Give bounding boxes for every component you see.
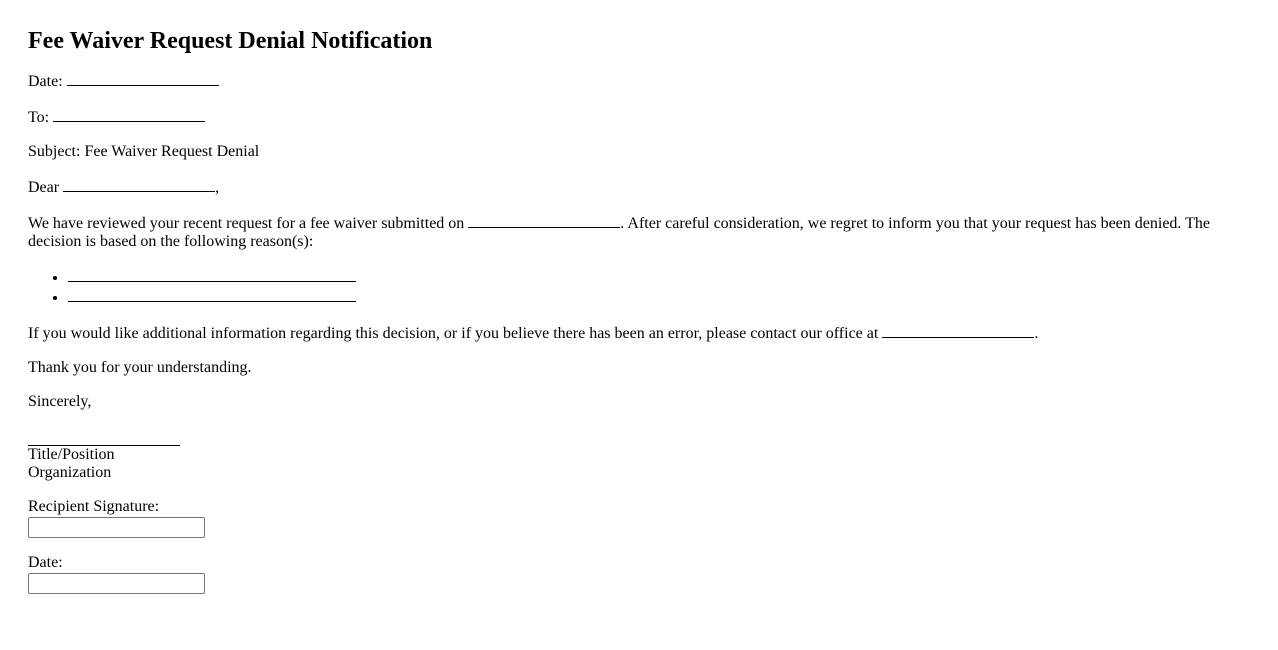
contact-blank bbox=[882, 323, 1034, 338]
body2-end-text: . bbox=[1034, 325, 1039, 342]
closing-line: Sincerely, bbox=[28, 393, 92, 410]
subject-line: Subject: Fee Waiver Request Denial bbox=[28, 143, 260, 160]
signature-line bbox=[28, 427, 180, 446]
body-paragraph-2 bbox=[28, 323, 1250, 343]
reason-blank-1 bbox=[68, 267, 356, 282]
to-blank bbox=[53, 107, 205, 122]
recipient-date-input[interactable] bbox=[28, 573, 205, 594]
thanks-line: Thank you for your understanding. bbox=[28, 359, 252, 376]
recipient-name-blank bbox=[63, 177, 215, 192]
submission-date-blank bbox=[468, 213, 620, 228]
date-line bbox=[28, 71, 1250, 91]
signer-organization: Organization bbox=[28, 464, 112, 481]
recipient-signature-label: Recipient Signature: bbox=[28, 498, 160, 515]
body1-end-text: . After careful consideration, we regret to inform you that your request has been denied. The decision is based on the following reason(s): bbox=[28, 215, 1211, 250]
signer-title: Title/Position bbox=[28, 446, 115, 463]
reasons-list bbox=[28, 267, 1250, 307]
salutation-text: Dear bbox=[28, 179, 60, 196]
salutation-punct: , bbox=[215, 179, 220, 196]
list-item bbox=[68, 287, 1250, 307]
date-label: Date: bbox=[28, 73, 63, 90]
body2-start-text: If you would like additional information regarding this decision, or if you believe there has been an error, please contact our office at bbox=[28, 325, 879, 342]
salutation-line bbox=[28, 177, 1250, 197]
to-line bbox=[28, 107, 1250, 127]
date-blank bbox=[67, 71, 219, 86]
reason-blank-2 bbox=[68, 287, 356, 302]
recipient-signature-input[interactable] bbox=[28, 517, 205, 538]
recipient-date-label: Date: bbox=[28, 554, 63, 571]
body1-start-text: We have reviewed your recent request for a fee waiver submitted on bbox=[28, 215, 465, 232]
body-paragraph-1 bbox=[28, 213, 1250, 251]
list-item bbox=[68, 267, 1250, 287]
page-title: Fee Waiver Request Denial Notification bbox=[28, 28, 433, 54]
to-label: To: bbox=[28, 109, 50, 126]
signature-block bbox=[28, 427, 1250, 482]
